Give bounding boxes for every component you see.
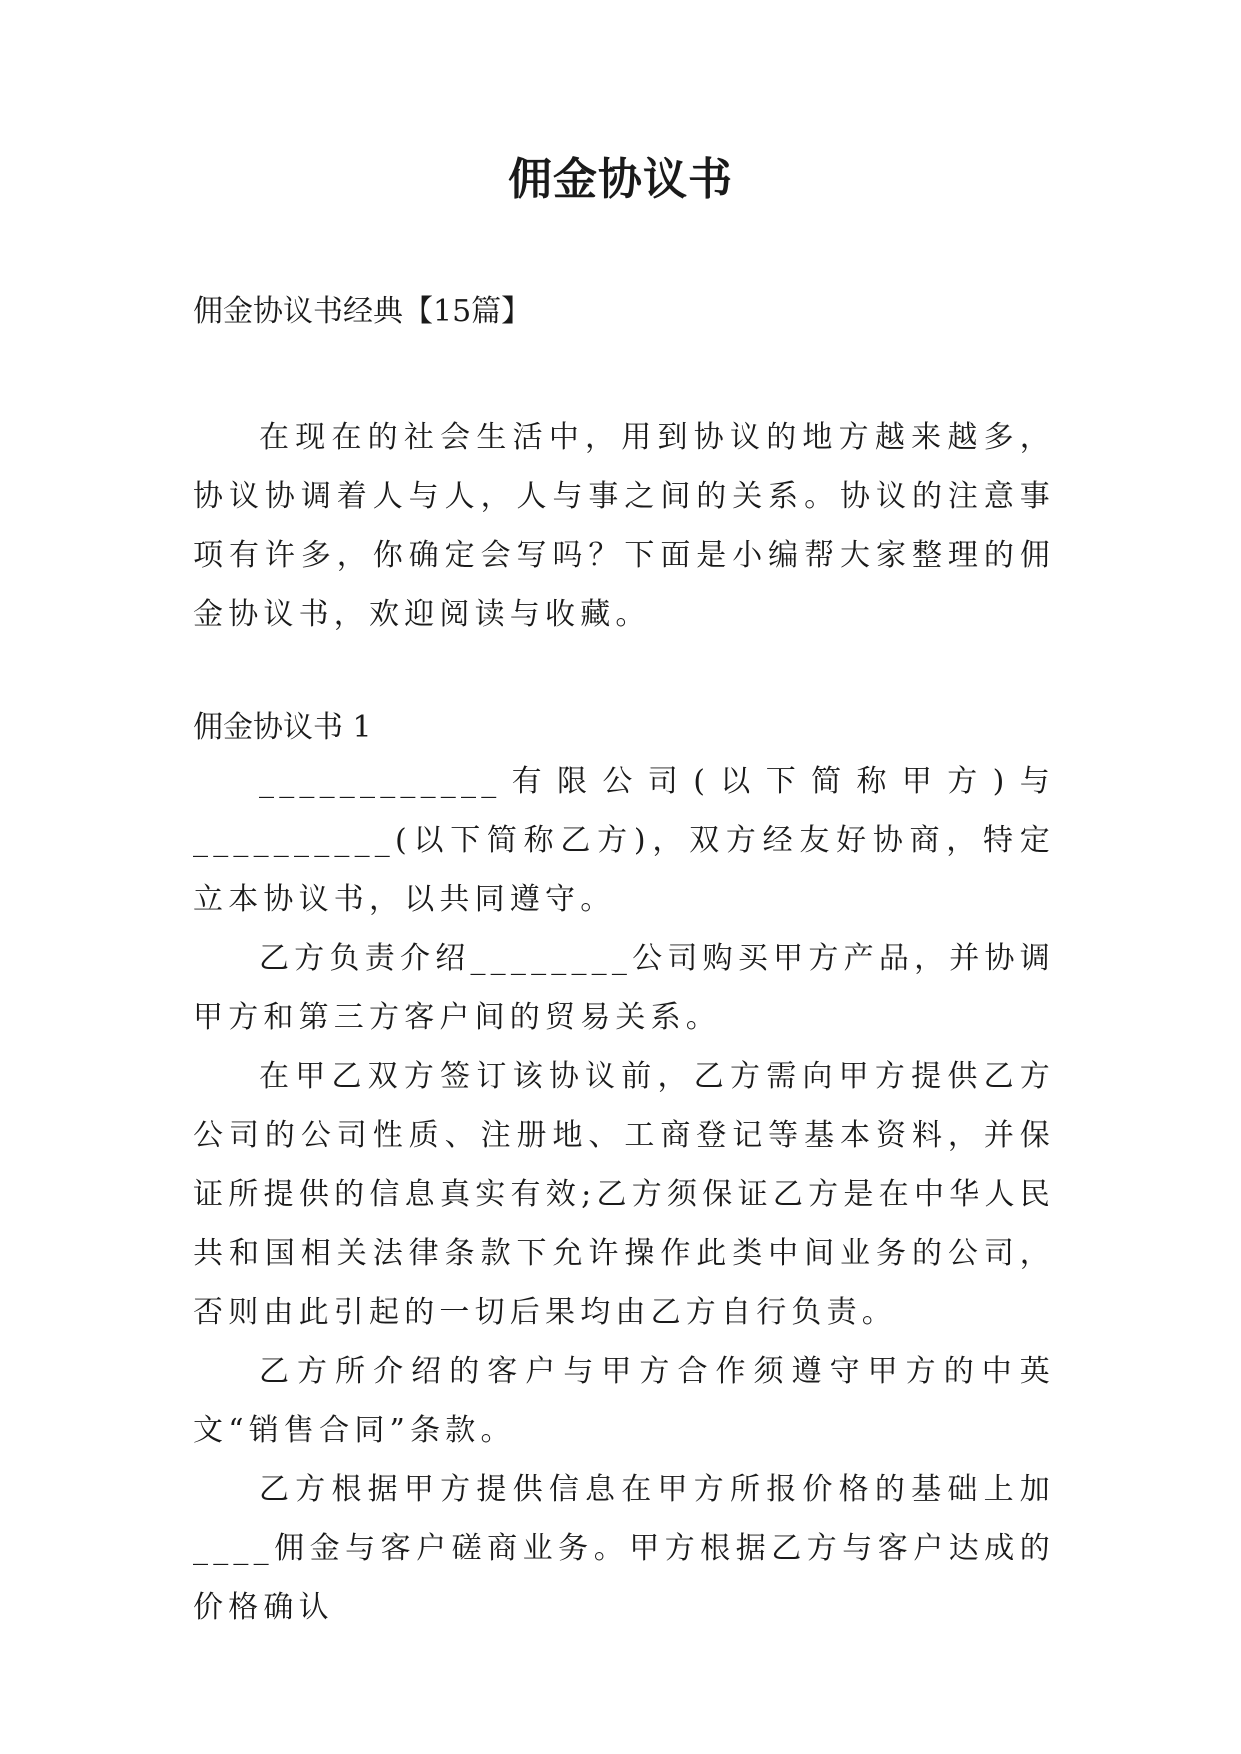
paragraph-company-info: 在甲乙双方签订该协议前，乙方需向甲方提供乙方公司的公司性质、注册地、工商登记等基本资料，并保证所提供的信息真实有效;乙方须保证乙方是在中华人民共和国相关法律条款下允许操作此类中间业务的公司，否则由此引起的一切后果均由乙方自行负责。 [193, 1059, 1055, 1330]
agreement-body [193, 752, 1055, 1637]
paragraph-parties-rest: __________(以下简称乙方)，双方经友好协商，特定立本协议书，以共同遵守。 [193, 823, 1055, 917]
paragraph-sales-contract: 乙方所介绍的客户与甲方合作须遵守甲方的中英文“销售合同”条款。 [193, 1354, 1055, 1448]
document-subtitle: 佣金协议书经典【15篇】 [193, 294, 532, 329]
document-title: 佣金协议书 [508, 154, 733, 205]
section-heading: 佣金协议书 1 [193, 710, 372, 745]
paragraph-introduction-duty: 乙方负责介绍________公司购买甲方产品，并协调甲方和第三方客户间的贸易关系。 [193, 941, 1055, 1035]
paragraph-parties-line1: ____________有限公司(以下简称甲方)与 [259, 764, 1055, 799]
intro-paragraph: 在现在的社会生活中，用到协议的地方越来越多，协议协调着人与人，人与事之间的关系。协议的注意事项有许多，你确定会写吗？下面是小编帮大家整理的佣金协议书，欢迎阅读与收藏。 [193, 420, 1055, 632]
paragraph-commission: 乙方根据甲方提供信息在甲方所报价格的基础上加____佣金与客户磋商业务。甲方根据乙方与客户达成的价格确认 [193, 1472, 1055, 1625]
